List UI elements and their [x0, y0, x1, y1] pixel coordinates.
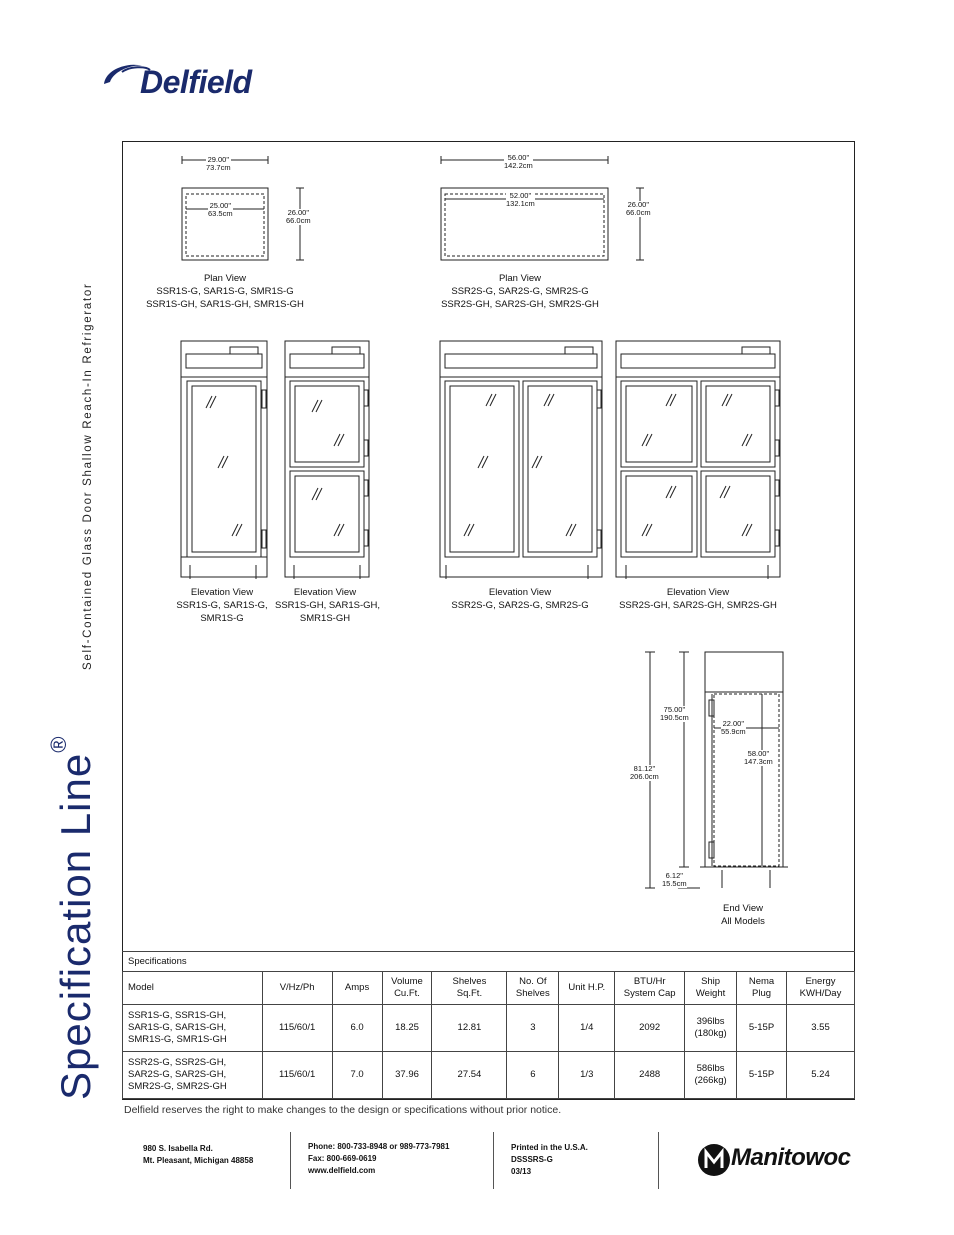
contact-website[interactable]: www.delfield.com — [308, 1166, 376, 1175]
footer-divider-2 — [493, 1132, 494, 1189]
row2-btu: 2488 — [615, 1052, 685, 1099]
end-body-dim — [660, 706, 689, 722]
end-leg-dim — [662, 872, 687, 888]
disclaimer: Delfield reserves the right to make changes to the design or specifications without prior notice. — [124, 1104, 562, 1116]
plan1-depth-in: 26.00" — [287, 208, 310, 217]
footer-contact — [308, 1141, 449, 1177]
specs-table — [122, 971, 855, 1099]
end-door-in: 22.00" — [722, 719, 745, 728]
contact-phone: Phone: 800-733-8948 or 989-773-7981 — [308, 1142, 450, 1151]
elevation-1-title: Elevation View — [190, 587, 254, 598]
end-door-cm: 55.9cm — [721, 727, 746, 736]
elevation-1-models-2: SMR1S-G — [200, 613, 244, 624]
plan1-caption-title: Plan View — [203, 273, 247, 284]
plan1-caption-models-2: SSR1S-GH, SAR1S-GH, SMR1S-GH — [146, 299, 304, 310]
row1-btu: 2092 — [615, 1005, 685, 1052]
col-plug: Nema Plug — [737, 972, 787, 1005]
end-leg-in: 6.12" — [665, 871, 683, 880]
end-inner-dim — [744, 750, 773, 766]
row1-vhz: 115/60/1 — [262, 1005, 332, 1052]
row2-plug: 5-15P — [737, 1052, 787, 1099]
brand-name: Delfield — [140, 64, 252, 100]
end-leg-cm: 15.5cm — [662, 879, 687, 888]
registered-mark: ® — [46, 735, 71, 753]
specs-title: Specifications — [122, 951, 855, 971]
address-city: Mt. Pleasant, Michigan 48858 — [143, 1156, 254, 1165]
plan2-inner-dim — [506, 192, 535, 208]
elevation-1-caption — [172, 586, 272, 625]
col-shelves-count: No. Of Shelves — [507, 972, 559, 1005]
footer-print — [511, 1142, 588, 1178]
product-subtitle: Self-Contained Glass Door Shallow Reach-In Refrigerator — [82, 282, 94, 670]
plan1-outer-cm: 73.7cm — [206, 163, 231, 172]
end-view-models: All Models — [721, 916, 765, 927]
manitowoc-text: Manitowoc — [731, 1144, 851, 1171]
row1-volume: 18.25 — [382, 1005, 432, 1052]
elevation-3-title: Elevation View — [488, 587, 552, 598]
row2-vhz: 115/60/1 — [262, 1052, 332, 1099]
manitowoc-logo — [697, 1140, 857, 1180]
row2-volume: 37.96 — [382, 1052, 432, 1099]
plan1-inner-cm: 63.5cm — [208, 209, 233, 218]
elevation-3-models: SSR2S-G, SAR2S-G, SMR2S-G — [451, 600, 589, 611]
plan2-caption — [440, 272, 600, 311]
col-volume: Volume Cu.Ft. — [382, 972, 432, 1005]
elevation-4-title: Elevation View — [666, 587, 730, 598]
print-code: DSSSRS-G — [511, 1155, 553, 1164]
plan1-inner-dim — [208, 202, 233, 218]
plan2-caption-models-1: SSR2S-G, SAR2S-G, SMR2S-G — [451, 286, 589, 297]
footer-divider-1 — [290, 1132, 291, 1189]
plan2-depth-dim — [626, 201, 651, 217]
end-inner-in: 58.00" — [747, 749, 770, 758]
elevation-1-models-1: SSR1S-G, SAR1S-G, — [176, 600, 268, 611]
plan2-depth-cm: 66.0cm — [626, 208, 651, 217]
elevation-2-models-2: SMR1S-GH — [299, 613, 351, 624]
plan2-outer-cm: 142.2cm — [504, 161, 533, 170]
contact-fax: Fax: 800-669-0619 — [308, 1154, 377, 1163]
footer-address — [143, 1143, 253, 1167]
end-inner-cm: 147.3cm — [744, 757, 773, 766]
col-shelves-sqft: Shelves Sq.Ft. — [432, 972, 507, 1005]
row2-energy: 5.24 — [786, 1052, 854, 1099]
elevation-4-caption — [616, 586, 780, 612]
row1-hp: 1/4 — [559, 1005, 615, 1052]
plan1-inner-in: 25.00" — [209, 201, 232, 210]
end-view-title: End View — [723, 903, 763, 914]
col-amps: Amps — [332, 972, 382, 1005]
row1-plug: 5-15P — [737, 1005, 787, 1052]
print-date: 03/13 — [511, 1167, 532, 1176]
plan2-depth-in: 26.00" — [627, 200, 650, 209]
plan1-caption-models-1: SSR1S-G, SAR1S-G, SMR1S-G — [156, 286, 294, 297]
end-view-caption — [693, 902, 793, 928]
elevation-3-caption — [440, 586, 600, 612]
end-total-dim — [630, 765, 659, 781]
end-body-in: 75.00" — [663, 705, 686, 714]
col-vhz: V/Hz/Ph — [262, 972, 332, 1005]
col-model: Model — [123, 972, 263, 1005]
row1-amps: 6.0 — [332, 1005, 382, 1052]
plan1-outer-dim — [206, 156, 231, 172]
plan1-depth-cm: 66.0cm — [286, 216, 311, 225]
plan2-inner-cm: 132.1cm — [506, 199, 535, 208]
plan2-inner-in: 52.00" — [509, 191, 532, 200]
row2-amps: 7.0 — [332, 1052, 382, 1099]
delfield-logo — [100, 58, 290, 108]
col-btu: BTU/Hr System Cap — [615, 972, 685, 1005]
row1-energy: 3.55 — [786, 1005, 854, 1052]
elevation-2-title: Elevation View — [293, 587, 357, 598]
elevation-2-caption — [275, 586, 381, 625]
address-street: 980 S. Isabella Rd. — [143, 1144, 213, 1153]
spec-line-title — [46, 735, 100, 1100]
row1-shelves-sqft: 12.81 — [432, 1005, 507, 1052]
row2-hp: 1/3 — [559, 1052, 615, 1099]
end-total-cm: 206.0cm — [630, 772, 659, 781]
row2-model: SSR2S-G, SSR2S-GH, SAR2S-G, SAR2S-GH, SMR2S-G, SMR2S-GH — [123, 1052, 263, 1099]
row1-weight: 396lbs (180kg) — [685, 1005, 737, 1052]
specs-header-row — [123, 972, 855, 1005]
plan2-outer-in: 56.00" — [507, 153, 530, 162]
row1-model: SSR1S-G, SSR1S-GH, SAR1S-G, SAR1S-GH, SMR1S-G, SMR1S-GH — [123, 1005, 263, 1052]
plan1-outer-in: 29.00" — [207, 155, 230, 164]
col-weight: Ship Weight — [685, 972, 737, 1005]
elevation-2-models-1: SSR1S-GH, SAR1S-GH, — [275, 600, 381, 611]
row2-shelves: 6 — [507, 1052, 559, 1099]
elevation-4-models: SSR2S-GH, SAR2S-GH, SMR2S-GH — [619, 600, 777, 611]
row1-shelves: 3 — [507, 1005, 559, 1052]
row2-weight: 586lbs (266kg) — [685, 1052, 737, 1099]
print-origin: Printed in the U.S.A. — [511, 1143, 588, 1152]
table-row — [123, 1052, 855, 1099]
end-total-in: 81.12" — [633, 764, 656, 773]
plan2-caption-models-2: SSR2S-GH, SAR2S-GH, SMR2S-GH — [441, 299, 599, 310]
spec-line-text: Specification Line — [52, 752, 99, 1100]
end-door-dim — [721, 720, 746, 736]
plan1-caption — [145, 272, 305, 311]
col-hp: Unit H.P. — [559, 972, 615, 1005]
col-energy: Energy KWH/Day — [786, 972, 854, 1005]
table-row — [123, 1005, 855, 1052]
footer-divider-3 — [658, 1132, 659, 1189]
end-body-cm: 190.5cm — [660, 713, 689, 722]
row2-shelves-sqft: 27.54 — [432, 1052, 507, 1099]
plan2-outer-dim — [504, 154, 533, 170]
plan2-caption-title: Plan View — [498, 273, 542, 284]
plan1-depth-dim — [286, 209, 311, 225]
